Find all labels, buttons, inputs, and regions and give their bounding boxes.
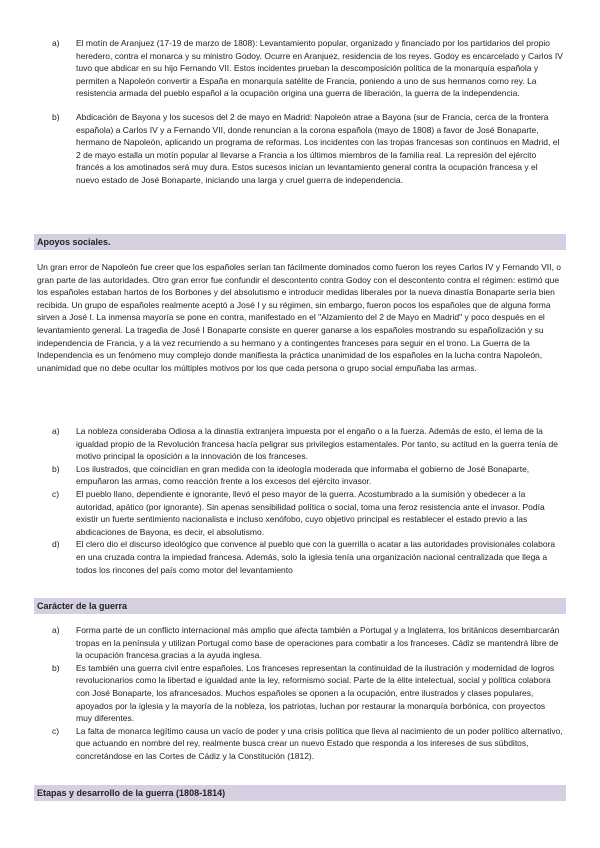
list-item bbox=[52, 538, 563, 576]
list-marker: d) bbox=[52, 539, 60, 550]
section-heading-etapas: Etapas y desarrollo de la guerra (1808-1814) bbox=[34, 785, 566, 801]
list-item bbox=[52, 488, 563, 538]
list-item bbox=[52, 111, 563, 187]
list-item-text: Es también una guerra civil entre españoles. Los franceses representan la continuidad de la ilustración y modernidad de logros revolucionarios como la libertad e igualdad ante la ley, reformismo social. Parte de la élite intelectual, social y política colabora con José Bonaparte, los afrancesados. Muchos españoles se oponen a la ocupación, entre ilustrados y clases populares, apoyados por la iglesia y la mayoría de la nobleza, los patriotas, luchan por restaurar la monarquía borbónica, con proyectos muy diferentes. bbox=[76, 662, 555, 724]
list-item bbox=[52, 624, 563, 662]
list-item-text: Forma parte de un conflicto internacional más amplio que afecta también a Portugal y a Inglaterra, los británicos desembarcarán tropas en la península y utilizan Portugal como base de operaciones para combatir a los franceses. Cádiz se mantendrá libre de la ocupación francesa gracias a la ayuda inglesa. bbox=[76, 625, 560, 661]
list-item bbox=[52, 37, 563, 100]
list-marker: a) bbox=[52, 625, 60, 635]
social-groups-list bbox=[52, 425, 563, 576]
list-marker: c) bbox=[52, 725, 60, 736]
list-item-text: El motín de Aranjuez (17-19 de marzo de 1808): Levantamiento popular, organizado y financiado por los partidarios del propio heredero, contra el monarca y su ministro Godoy. Ocurre en Aranjuez, residencia de los reyes. Godoy es encarcelado y Carlos IV tuvo que abdicar en su hijo Fernando VII. Estos incidentes prueban la descomposición política de la monarquía española y permiten a Napoleón convertir a España en monarquía satélite de Francia, poniendo a uno de sus hermanos como rey. La resistencia armada del pueblo español a la ocupación origina una guerra de liberación, la guerra de la independencia. bbox=[76, 38, 563, 99]
list-marker: c) bbox=[52, 488, 60, 499]
section-heading-apoyos: Apoyos sociales. bbox=[34, 234, 566, 250]
section-heading-caracter: Carácter de la guerra bbox=[34, 598, 566, 614]
list-item-text: El clero dio el discurso ideológico que convence al pueblo que con la guerrilla o acatar a las autoridades provisionales colabora en una cruzada contra la impiedad francesa. Además, solo la iglesia tenía una organización nacional centralizada que llega a todos los rincones del país como motor del levantamiento bbox=[76, 539, 556, 575]
list-item-text: La nobleza consideraba Odiosa a la dinastía extranjera impuesta por el engaño o a la fuerza. Además de esto, el lema de la igualdad propio de la Revolución francesa hacía peligrar sus privilegios estamentales. Por tanto, su actitud en la guerra tenía de motivo principal la oposición a la innovación de los franceses. bbox=[76, 426, 558, 462]
events-list bbox=[52, 37, 563, 187]
list-item-text: La falta de monarca legítimo causa un vacío de poder y una crisis política que lleva al nacimiento de un poder político alternativo, que actuando en nombre del rey, realmente busca crear un nuevo Estado que responda a los intereses de sus súbditos, concretándose en las Cortes de Cádiz y la Constitución (1812). bbox=[76, 725, 563, 761]
list-marker: b) bbox=[52, 463, 60, 474]
list-item bbox=[52, 725, 563, 763]
list-item bbox=[52, 662, 563, 725]
list-item-text: El pueblo llano, dependiente e ignorante, llevó el peso mayor de la guerra. Acostumbrado a la sumisión y obedecer a la autoridad, apático (por ignorante). Sin apenas sensibilidad política o social, toma una feroz resistencia ante el invasor. Podía existir un fuerte sentimiento nacionalista e incluso xenófobo, cuyo objetivo principal es restablecer el estado previo a las abdicaciones de Bayona, es decir, el absolutismo. bbox=[76, 488, 545, 537]
list-marker: a) bbox=[52, 426, 60, 436]
list-item-text: Abdicación de Bayona y los sucesos del 2 de mayo en Madrid: Napoleón atrae a Bayona (sur de Francia, cerca de la frontera española) a Carlos IV y a Fernando VII, donde renuncian a la corona española (mayo de 1808) a favor de José Bonaparte, hermano de Napoleón, aplicando un programa de reformas. Los incidentes con las tropas francesas son continuos en Madrid, el 2 de mayo estalla un motín popular al llevarse a Francia a los últimos miembros de la familia real. La represión del ejército francés a los amotinados será muy dura. Estos sucesos inician un levantamiento general contra la ocupación francesa y el nuevo estado de José Bonaparte, iniciando una larga y cruel guerra de independencia. bbox=[76, 111, 560, 185]
war-character-list bbox=[52, 624, 563, 763]
list-item bbox=[52, 463, 563, 488]
list-item-text: Los ilustrados, que coincidían en gran medida con la ideología moderada que informaba el gobierno de José Bonaparte, empuñaron las armas, como reacción frente a los excesos del ejército invasor. bbox=[76, 463, 530, 487]
list-marker: a) bbox=[52, 38, 60, 48]
apoyos-paragraph: Un gran error de Napoleón fue creer que los españoles serían tan fácilmente dominados como fueron los reyes Carlos IV y Fernando VII, o gran parte de las autoridades. Otro gran error fue confundir el descontento contra Godoy con el descontento contra el régimen: estimó que los españoles estaban hartos de los Borbones y del absolutismo e introducir medidas liberales por la nueva dinastía Bonaparte sería bien recibida. Un grupo de españoles realmente aceptó a José I y su régimen, sin embargo, fueron pocos los españoles que de alguna forma sirven a José I. La inmensa mayoría se pone en contra, manifestado en el "Alzamiento del 2 de Mayo en Madrid" y poco después en el levantamiento general. La tragedia de José I Bonaparte consiste en querer ganarse a los españoles mostrando su españolización y su independencia de Francia, y a la vez recurriendo a su hermano y a contingentes franceses para seguir en el trono. La Guerra de la Independencia es un fenómeno muy complejo donde manifiesta la práctica unanimidad de los españoles en la lucha contra Napoleón, unanimidad que no debe ocultar los múltiples motivos por los que cada persona o grupo social empuñaba las armas. bbox=[37, 262, 561, 373]
list-marker: b) bbox=[52, 111, 60, 122]
list-marker: b) bbox=[52, 662, 60, 673]
list-item bbox=[52, 425, 563, 463]
